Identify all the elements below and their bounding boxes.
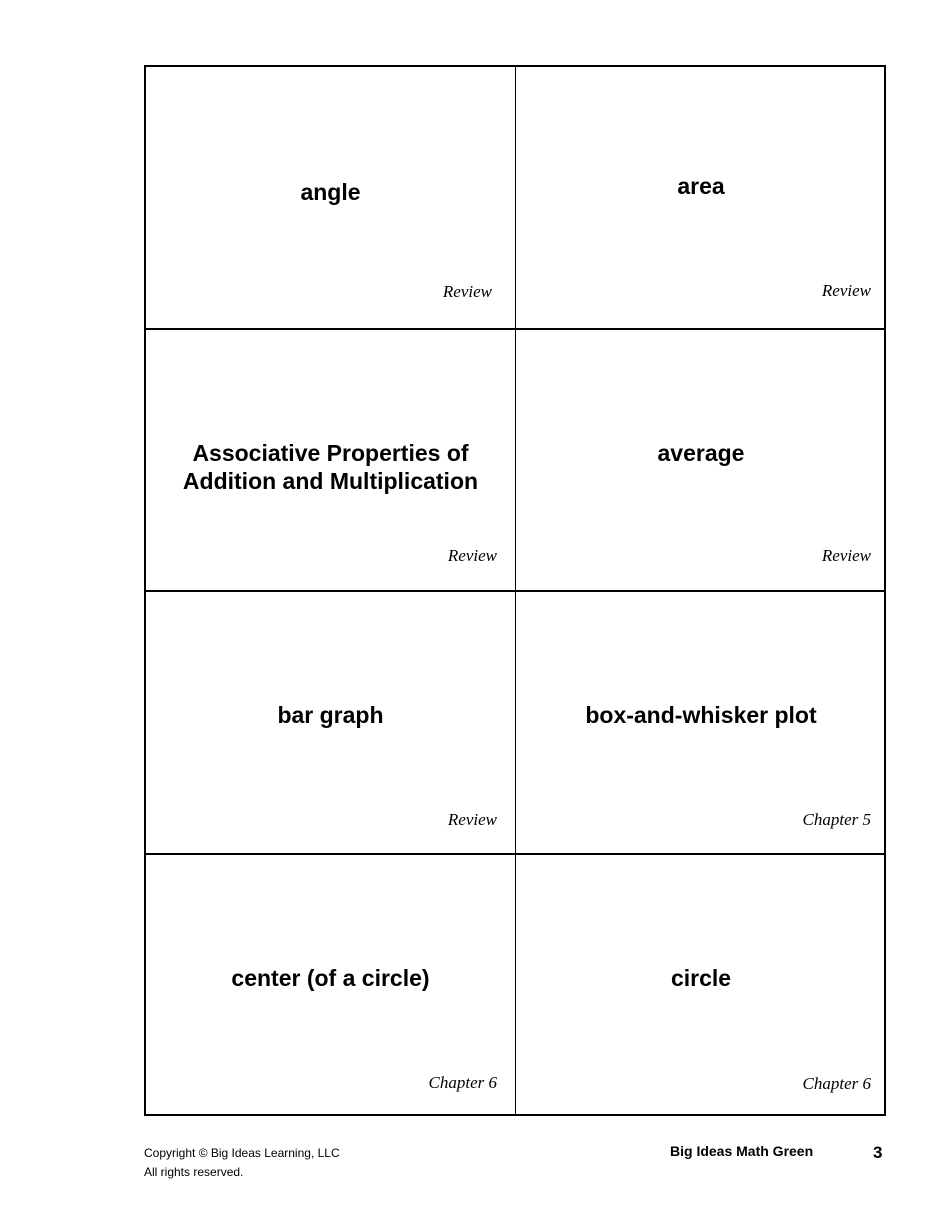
- card-tag: Review: [442, 282, 492, 301]
- flash-card-grid: [144, 65, 886, 1116]
- card-term-line-1: Associative Properties of: [192, 440, 469, 466]
- card-tag: Chapter 6: [802, 1074, 871, 1093]
- card-tag: Review: [821, 546, 871, 565]
- card-term: area: [677, 173, 725, 199]
- card-term: center (of a circle): [231, 965, 430, 991]
- flash-card-box-and-whisker-plot: [516, 592, 886, 853]
- rights-text: All rights reserved.: [144, 1165, 244, 1179]
- flash-card-average: [516, 330, 886, 590]
- flash-card-circle: [516, 855, 886, 1116]
- card-term: bar graph: [277, 702, 384, 728]
- copyright-text: Copyright © Big Ideas Learning, LLC: [144, 1146, 340, 1160]
- flash-card-center-of-a-circle: [146, 855, 515, 1116]
- card-term-line-2: Addition and Multiplication: [182, 468, 479, 494]
- flash-card-angle: [146, 67, 515, 328]
- flash-card-area: [516, 67, 886, 328]
- card-term: box-and-whisker plot: [585, 702, 817, 728]
- card-tag: Review: [447, 810, 497, 829]
- book-title: Big Ideas Math Green: [670, 1143, 814, 1159]
- card-tag: Chapter 6: [428, 1073, 497, 1092]
- flash-card-bar-graph: [146, 592, 515, 853]
- card-tag: Review: [821, 281, 871, 300]
- card-term: average: [657, 440, 745, 466]
- card-tag: Review: [447, 546, 497, 565]
- flash-card-associative-properties: [146, 330, 515, 590]
- footer-copyright: [144, 1144, 340, 1182]
- card-tag: Chapter 5: [802, 810, 871, 829]
- card-term: circle: [670, 965, 732, 991]
- card-term: angle: [300, 179, 361, 205]
- page-number: 3: [873, 1143, 883, 1162]
